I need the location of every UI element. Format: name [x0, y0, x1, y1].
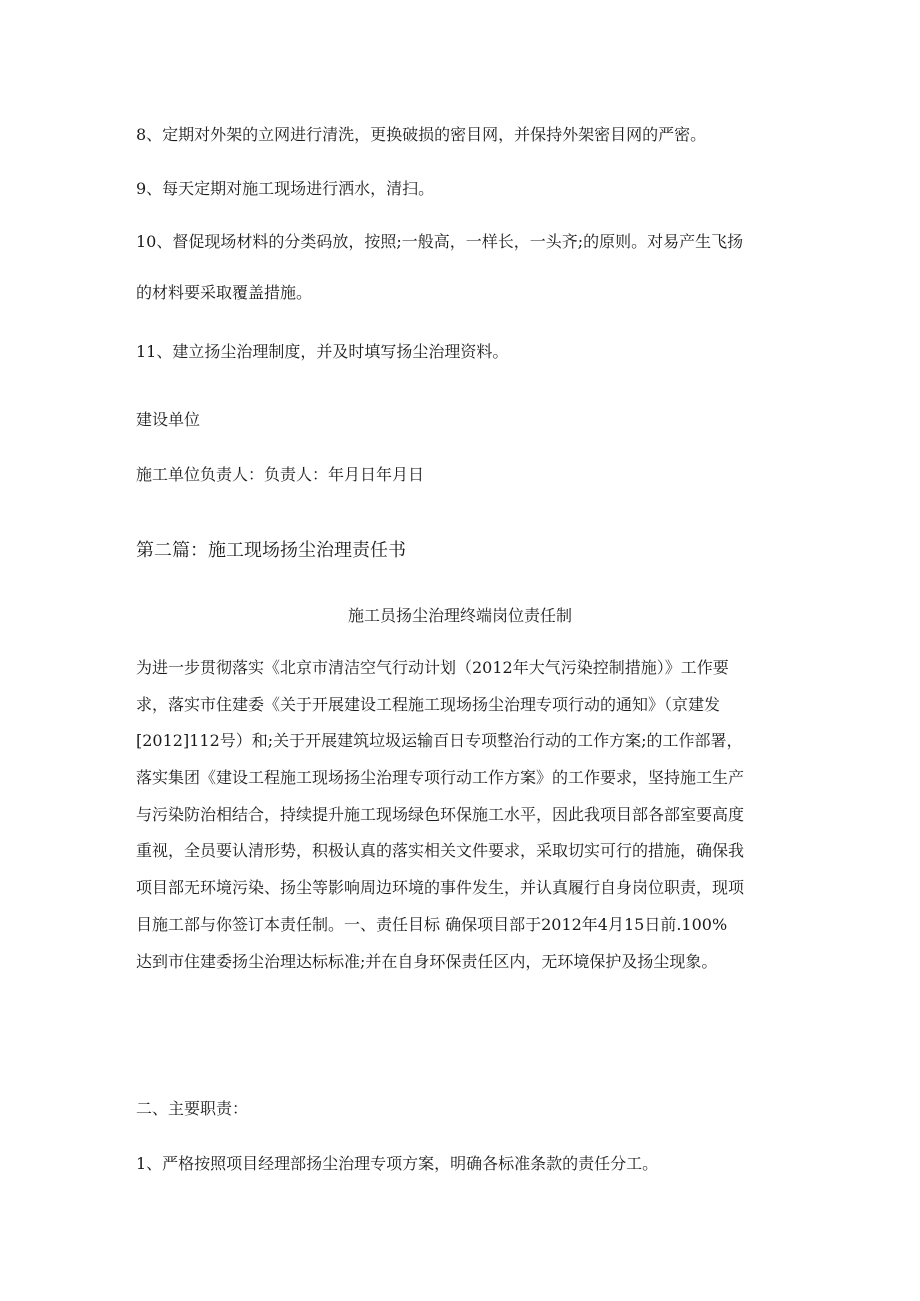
- item-10-line-2: 的材料要采取覆盖措施。: [136, 283, 313, 302]
- body-line: [2012]112号）和;关于开展建筑垃圾运输百日专项整治行动的工作方案;的工作部署，: [136, 731, 743, 751]
- body-paragraph: [136, 658, 786, 988]
- body-line: 落实集团《建设工程施工现场扬尘治理专项行动工作方案》的工作要求，坚持施工生产: [136, 768, 745, 788]
- body-line: 达到市住建委扬尘治理达标标准;并在自身环保责任区内，无环境保护及扬尘现象。: [136, 951, 718, 971]
- body-line: 目施工部与你签订本责任制。一、责任目标 确保项目部于2012年4月15日前.100%: [136, 914, 728, 934]
- document-subtitle: 施工员扬尘治理终端岗位责任制: [347, 606, 572, 625]
- item-9: 9、每天定期对施工现场进行洒水，清扫。: [136, 179, 435, 198]
- body-line: 项目部无环境污染、扬尘等影响周边环境的事件发生，并认真履行自身岗位职责，现项: [136, 878, 745, 898]
- duty-item-1: 1、严格按照项目经理部扬尘治理专项方案，明确各标准条款的责任分工。: [136, 1154, 659, 1173]
- body-line: 与污染防治相结合，持续提升施工现场绿色环保施工水平，因此我项目部各部室要高度: [136, 804, 745, 824]
- contractor-signature-line: 施工单位负责人：负责人：年月日年月日: [136, 465, 425, 484]
- item-8: 8、定期对外架的立网进行清洗，更换破损的密目网，并保持外架密目网的严密。: [136, 125, 707, 144]
- item-10-line-1: 10、督促现场材料的分类码放，按照;一般高，一样长，一头齐;的原则。对易产生飞扬: [136, 232, 744, 251]
- body-line: 求，落实市住建委《关于开展建设工程施工现场扬尘治理专项行动的通知》（京建发: [136, 694, 721, 714]
- body-line: 重视，全员要认清形势，积极认真的落实相关文件要求，采取切实可行的措施，确保我: [136, 841, 745, 861]
- body-line: 为进一步贯彻落实《北京市清洁空气行动计划（2012年大气污染控制措施）》工作要: [136, 658, 729, 677]
- chapter-title: 第二篇：施工现场扬尘治理责任书: [136, 540, 406, 561]
- item-11: 11、建立扬尘治理制度，并及时填写扬尘治理资料。: [136, 342, 509, 361]
- construction-unit-label: 建设单位: [136, 410, 201, 429]
- section-heading-duties: 二、主要职责：: [136, 1099, 249, 1118]
